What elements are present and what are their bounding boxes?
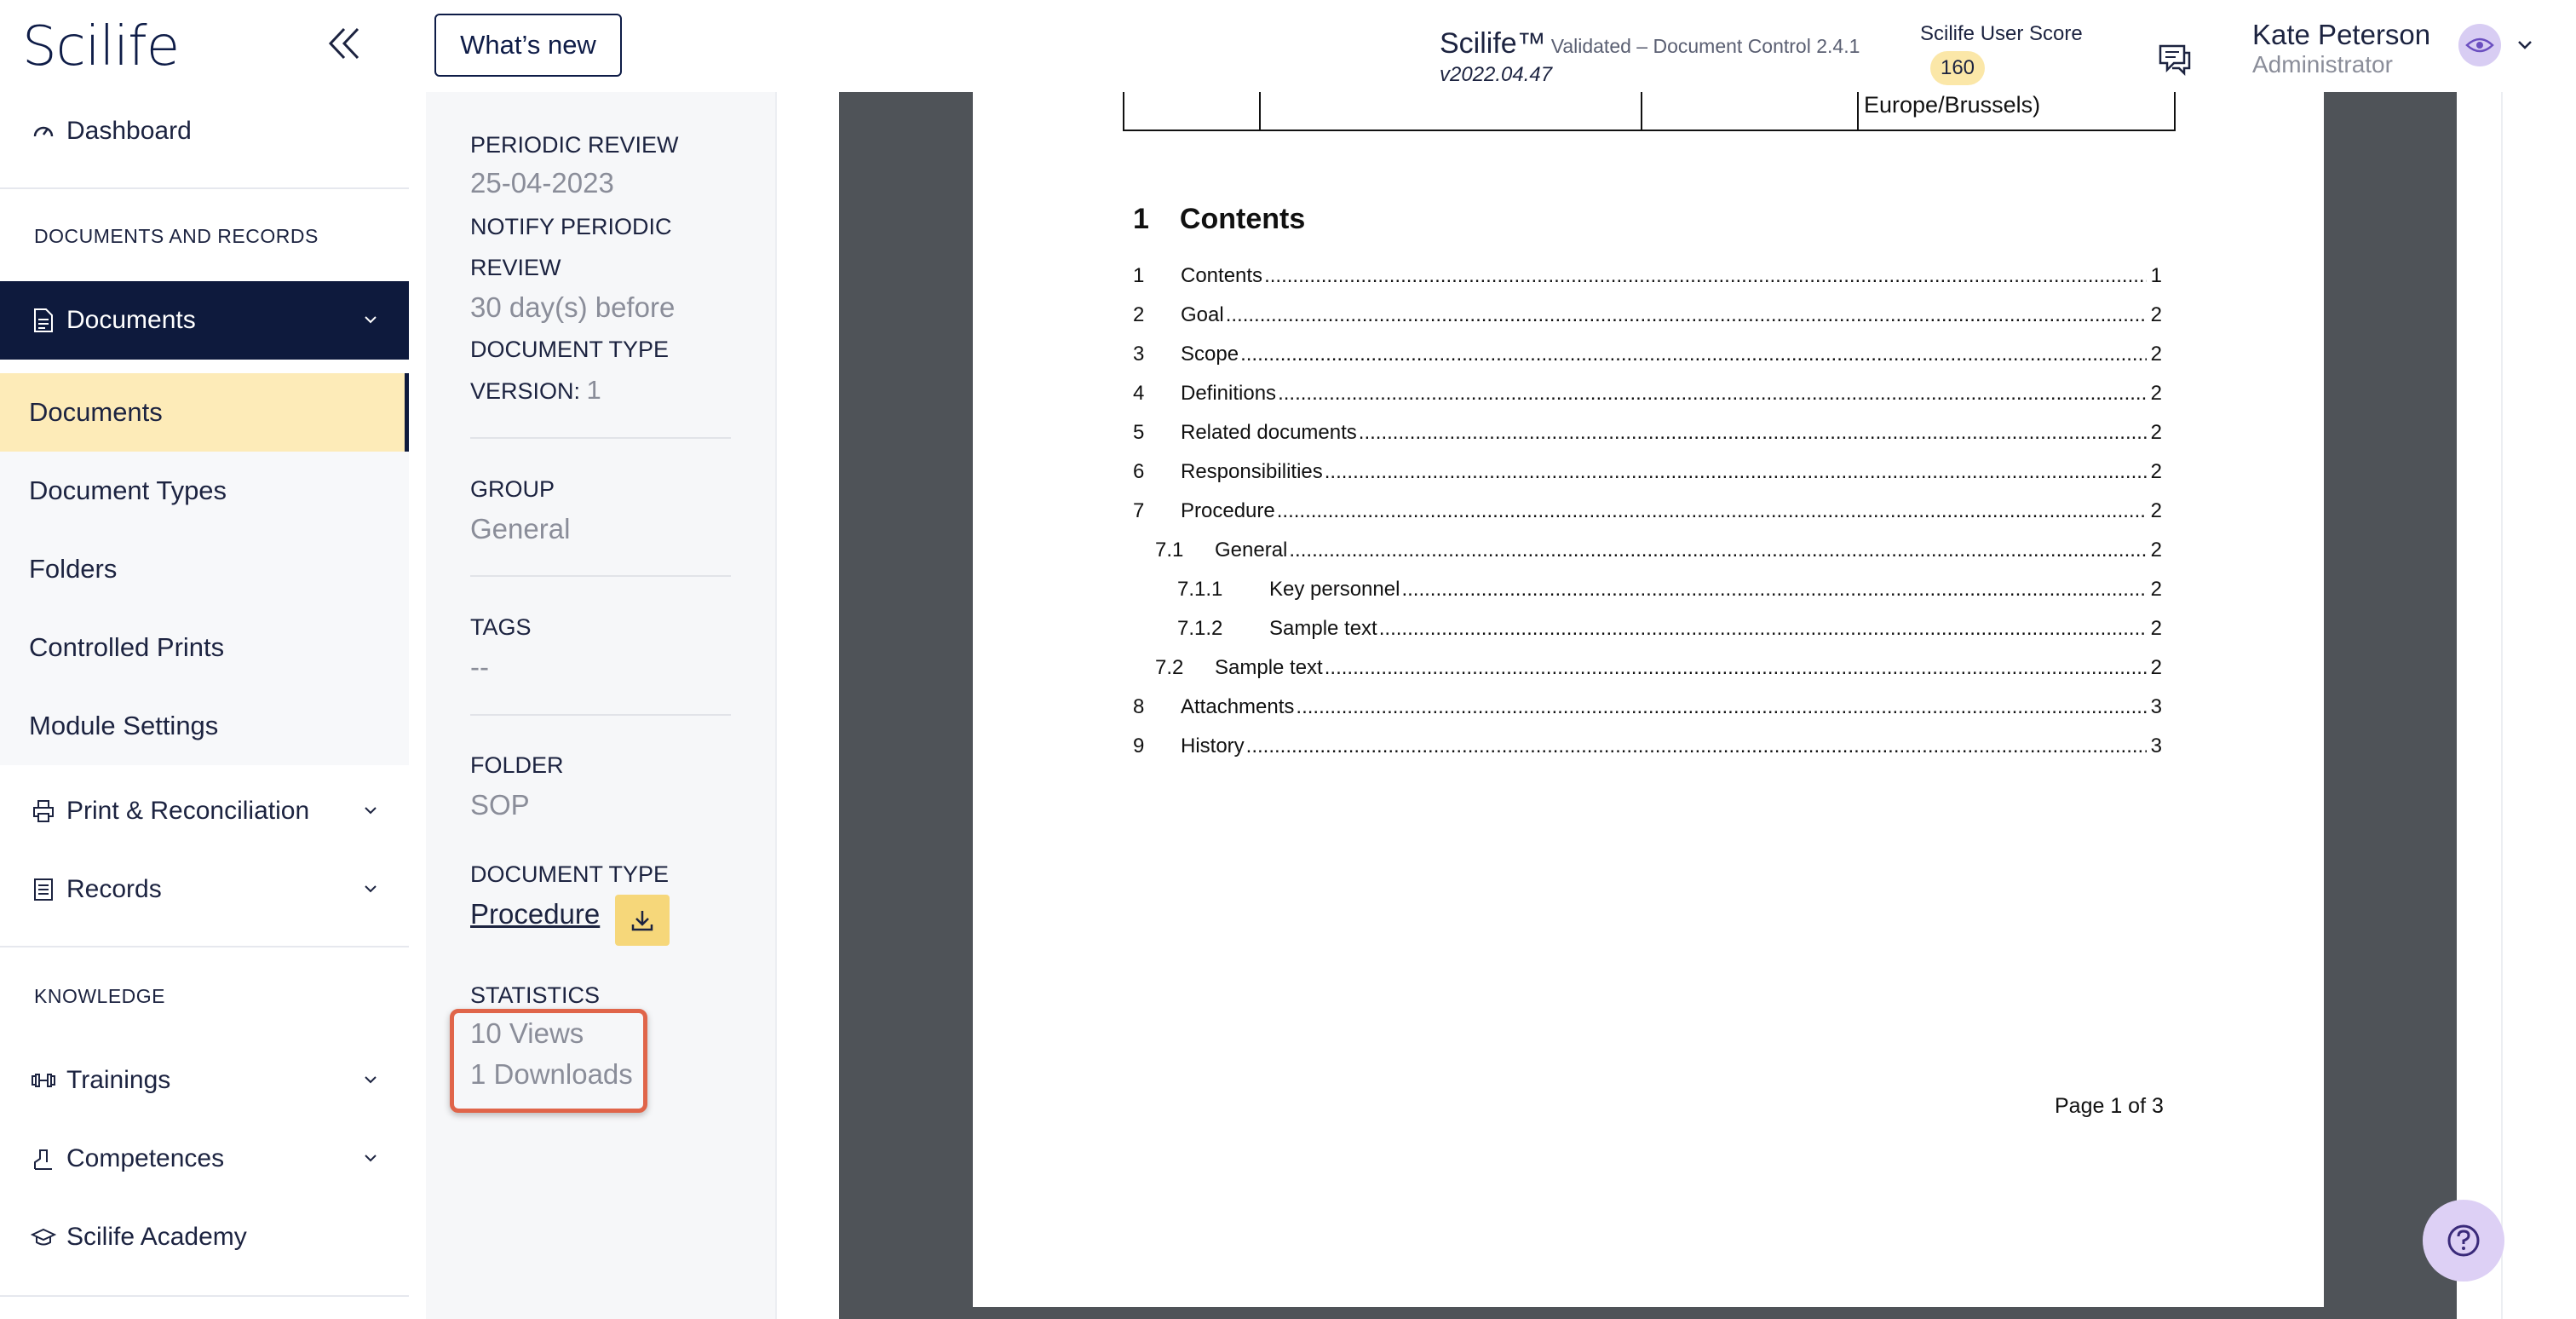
toc-leader-dots [1278, 382, 2147, 406]
document-type-version-label: DOCUMENT TYPE [470, 337, 670, 362]
notify-periodic-label-2: REVIEW [470, 255, 561, 280]
gauge-icon [31, 118, 56, 144]
toc-entry-page: 2 [2150, 539, 2162, 562]
toc-entry-page: 3 [2150, 734, 2162, 757]
toc-entry-title: Contents [1181, 264, 1263, 287]
page-number: Page 1 of 3 [2055, 1094, 2164, 1118]
right-scroll-area [2457, 92, 2576, 1319]
notify-periodic-value: 30 day(s) before [470, 291, 676, 323]
sidebar-item-label: Trainings [66, 1066, 171, 1094]
toc-entry-number: 7 [1133, 499, 1145, 522]
chat-icon[interactable] [2155, 39, 2194, 78]
toc-entry-number: 8 [1133, 695, 1145, 718]
toc-entry[interactable] [1133, 499, 2162, 533]
toc-entry-number: 7.2 [1155, 656, 1184, 679]
sidebar-item-label: Records [66, 875, 162, 903]
toc-entry-number: 7.1.2 [1177, 617, 1223, 640]
user-name[interactable]: Kate Peterson [2252, 19, 2431, 50]
toc-entry-number: 1 [1133, 264, 1145, 287]
toc-entry-number: 5 [1133, 421, 1145, 444]
views-count: 10 Views [470, 1017, 584, 1049]
chevron-down-icon [361, 879, 380, 898]
sidebar-item-scilife-academy[interactable] [0, 1198, 409, 1276]
document-icon [31, 308, 56, 333]
version-label [470, 370, 601, 412]
toc-leader-dots [1359, 421, 2147, 445]
toc-entry-title: Procedure [1181, 499, 1275, 522]
notify-periodic-label: NOTIFY PERIODIC [470, 214, 672, 239]
chevron-down-icon[interactable] [2515, 34, 2535, 55]
toc-leader-dots [1401, 578, 2147, 602]
toc-leader-dots [1289, 539, 2147, 562]
sidebar-item-label: Print & Reconciliation [66, 797, 310, 825]
whats-new-button[interactable]: What’s new [434, 14, 622, 77]
toc-entry-page: 2 [2150, 421, 2162, 444]
toc-leader-dots [1325, 656, 2147, 680]
divider [470, 575, 731, 577]
toc-entry-title: Responsibilities [1181, 460, 1323, 483]
toc-entry[interactable] [1133, 382, 2162, 416]
sidebar-item-trainings[interactable] [0, 1041, 409, 1120]
version-value: 1 [586, 375, 601, 405]
folder-value: SOP [470, 789, 530, 821]
table-cell-border [1259, 92, 1261, 130]
sidebar-item-dashboard[interactable] [0, 92, 409, 170]
printer-icon [31, 798, 56, 824]
toc-leader-dots [1296, 695, 2147, 719]
toc-leader-dots [1246, 734, 2147, 758]
toc-entry-page: 2 [2150, 656, 2162, 679]
app-validated: Validated – Document Control 2.4.1 [1550, 35, 1860, 57]
group-label: GROUP [470, 476, 555, 502]
toc-entry-page: 1 [2150, 264, 2162, 287]
document-table-bottom [1123, 92, 2176, 131]
toc-entry-title: Definitions [1181, 382, 1277, 405]
version-label-text: VERSION: [470, 378, 581, 404]
toc-leader-dots [1226, 303, 2147, 327]
avatar[interactable] [2458, 24, 2501, 66]
periodic-review-label: PERIODIC REVIEW [470, 132, 679, 158]
toc-leader-dots [1379, 617, 2147, 641]
chevron-down-icon [361, 801, 380, 820]
toc-entry-page: 2 [2150, 382, 2162, 405]
graduation-cap-icon [31, 1224, 56, 1250]
toc-leader-dots [1277, 499, 2147, 523]
toc-entry[interactable] [1133, 695, 2162, 729]
sidebar-subitem-folders[interactable]: Folders [0, 530, 409, 608]
records-icon [31, 877, 56, 902]
toc-entry[interactable] [1133, 617, 2162, 651]
divider [470, 437, 731, 439]
toc-entry-title: Goal [1181, 303, 1224, 326]
statistics-highlight [450, 1009, 647, 1113]
group-value: General [470, 513, 571, 544]
help-button[interactable] [2423, 1200, 2504, 1282]
sidebar-item-records[interactable] [0, 850, 409, 929]
app-info [1440, 27, 1860, 60]
divider [0, 187, 409, 189]
tags-label: TAGS [470, 614, 532, 640]
toc-heading-title: Contents [1179, 203, 1306, 235]
toc-heading-number: 1 [1133, 203, 1149, 235]
section-knowledge: KNOWLEDGE [34, 985, 166, 1007]
download-button[interactable] [615, 895, 670, 946]
toc-heading [1133, 203, 1305, 236]
sidebar-subitem-module-settings[interactable]: Module Settings [0, 687, 409, 765]
divider [0, 1295, 409, 1297]
toc-entry[interactable] [1133, 656, 2162, 690]
eye-icon [2465, 37, 2494, 54]
sidebar [0, 92, 409, 1319]
toc-entry-page: 2 [2150, 578, 2162, 601]
toc-entry-number: 6 [1133, 460, 1145, 483]
folder-label: FOLDER [470, 752, 564, 778]
sidebar-item-documents-group[interactable] [0, 281, 409, 360]
toc-entry-title: Attachments [1181, 695, 1295, 718]
question-icon [2445, 1222, 2482, 1259]
toc-entry-number: 9 [1133, 734, 1145, 757]
sidebar-item-label: Documents [66, 306, 196, 334]
document-type-label: DOCUMENT TYPE [470, 861, 670, 887]
toc-entry[interactable] [1133, 343, 2162, 377]
toc-entry-page: 2 [2150, 499, 2162, 522]
toc-entry-title: General [1215, 539, 1288, 562]
toc-entry[interactable] [1133, 303, 2162, 337]
downloads-count: 1 Downloads [470, 1058, 633, 1090]
sidebar-item-label: Competences [66, 1144, 225, 1172]
toc-leader-dots [1264, 264, 2147, 288]
toc-entry[interactable] [1133, 578, 2162, 612]
section-documents-and-records: DOCUMENTS AND RECORDS [34, 225, 319, 247]
sidebar-item-competences[interactable] [0, 1120, 409, 1198]
competences-icon [31, 1146, 56, 1172]
document-details-panel [426, 92, 775, 1319]
panel-gutter [775, 92, 839, 1319]
chevron-down-icon [361, 310, 380, 329]
toc-entry-number: 7.1 [1155, 539, 1184, 562]
toc-leader-dots [1325, 460, 2147, 484]
chevron-down-icon [361, 1070, 380, 1089]
top-bar [0, 0, 2576, 92]
toc-entry-page: 2 [2150, 617, 2162, 640]
sidebar-item-print-reconciliation[interactable] [0, 772, 409, 850]
scilife-logo[interactable]: Scilife [22, 15, 180, 78]
toc-entry-number: 4 [1133, 382, 1145, 405]
document-type-link[interactable]: Procedure [470, 898, 601, 930]
toc-entry-title: Sample text [1269, 617, 1377, 640]
toc-entry-page: 2 [2150, 460, 2162, 483]
app-name: Scilife™ [1440, 27, 1546, 60]
toc-entry-number: 2 [1133, 303, 1145, 326]
user-role: Administrator [2252, 51, 2393, 78]
tags-value: -- [470, 651, 489, 683]
periodic-review-value: 25-04-2023 [470, 167, 614, 199]
download-icon [630, 907, 655, 933]
statistics-label: STATISTICS [470, 982, 601, 1008]
toc-entry-title: History [1181, 734, 1245, 757]
divider [2501, 92, 2503, 1319]
toc-entry[interactable] [1133, 460, 2162, 494]
dumbbell-icon [31, 1068, 56, 1093]
toc-entry-page: 2 [2150, 303, 2162, 326]
toc-entry[interactable] [1133, 734, 2162, 769]
toc-entry[interactable] [1133, 421, 2162, 455]
toc-entry-page: 2 [2150, 343, 2162, 366]
sidebar-subitem-controlled-prints[interactable]: Controlled Prints [0, 608, 409, 687]
toc-entry-page: 3 [2150, 695, 2162, 718]
toc-entry-title: Scope [1181, 343, 1239, 366]
divider [470, 714, 731, 716]
toc-entry[interactable] [1133, 264, 2162, 298]
chevron-down-icon [361, 1149, 380, 1167]
toc-leader-dots [1240, 343, 2147, 366]
toc-entry-title: Sample text [1215, 656, 1323, 679]
sidebar-item-label: Scilife Academy [66, 1223, 247, 1251]
app-version: v2022.04.47 [1440, 63, 1553, 86]
score-badge: 160 [1930, 51, 1985, 85]
sidebar-subitem-document-types[interactable]: Document Types [0, 452, 409, 530]
divider [0, 946, 409, 947]
table-cell-border [1857, 92, 1859, 130]
table-cell-text: Europe/Brussels) [1864, 92, 2041, 118]
toc-entry[interactable] [1133, 539, 2162, 573]
sidebar-subitem-documents[interactable]: Documents [0, 373, 409, 452]
table-cell-border [1641, 92, 1642, 130]
collapse-sidebar-icon[interactable] [324, 22, 366, 65]
toc-entry-number: 3 [1133, 343, 1145, 366]
document-page [973, 92, 2324, 1307]
toc-entry-title: Related documents [1181, 421, 1357, 444]
toc-entry-number: 7.1.1 [1177, 578, 1223, 601]
sidebar-item-label: Dashboard [66, 117, 192, 145]
score-label: Scilife User Score [1920, 22, 2083, 45]
toc-entry-title: Key personnel [1269, 578, 1400, 601]
